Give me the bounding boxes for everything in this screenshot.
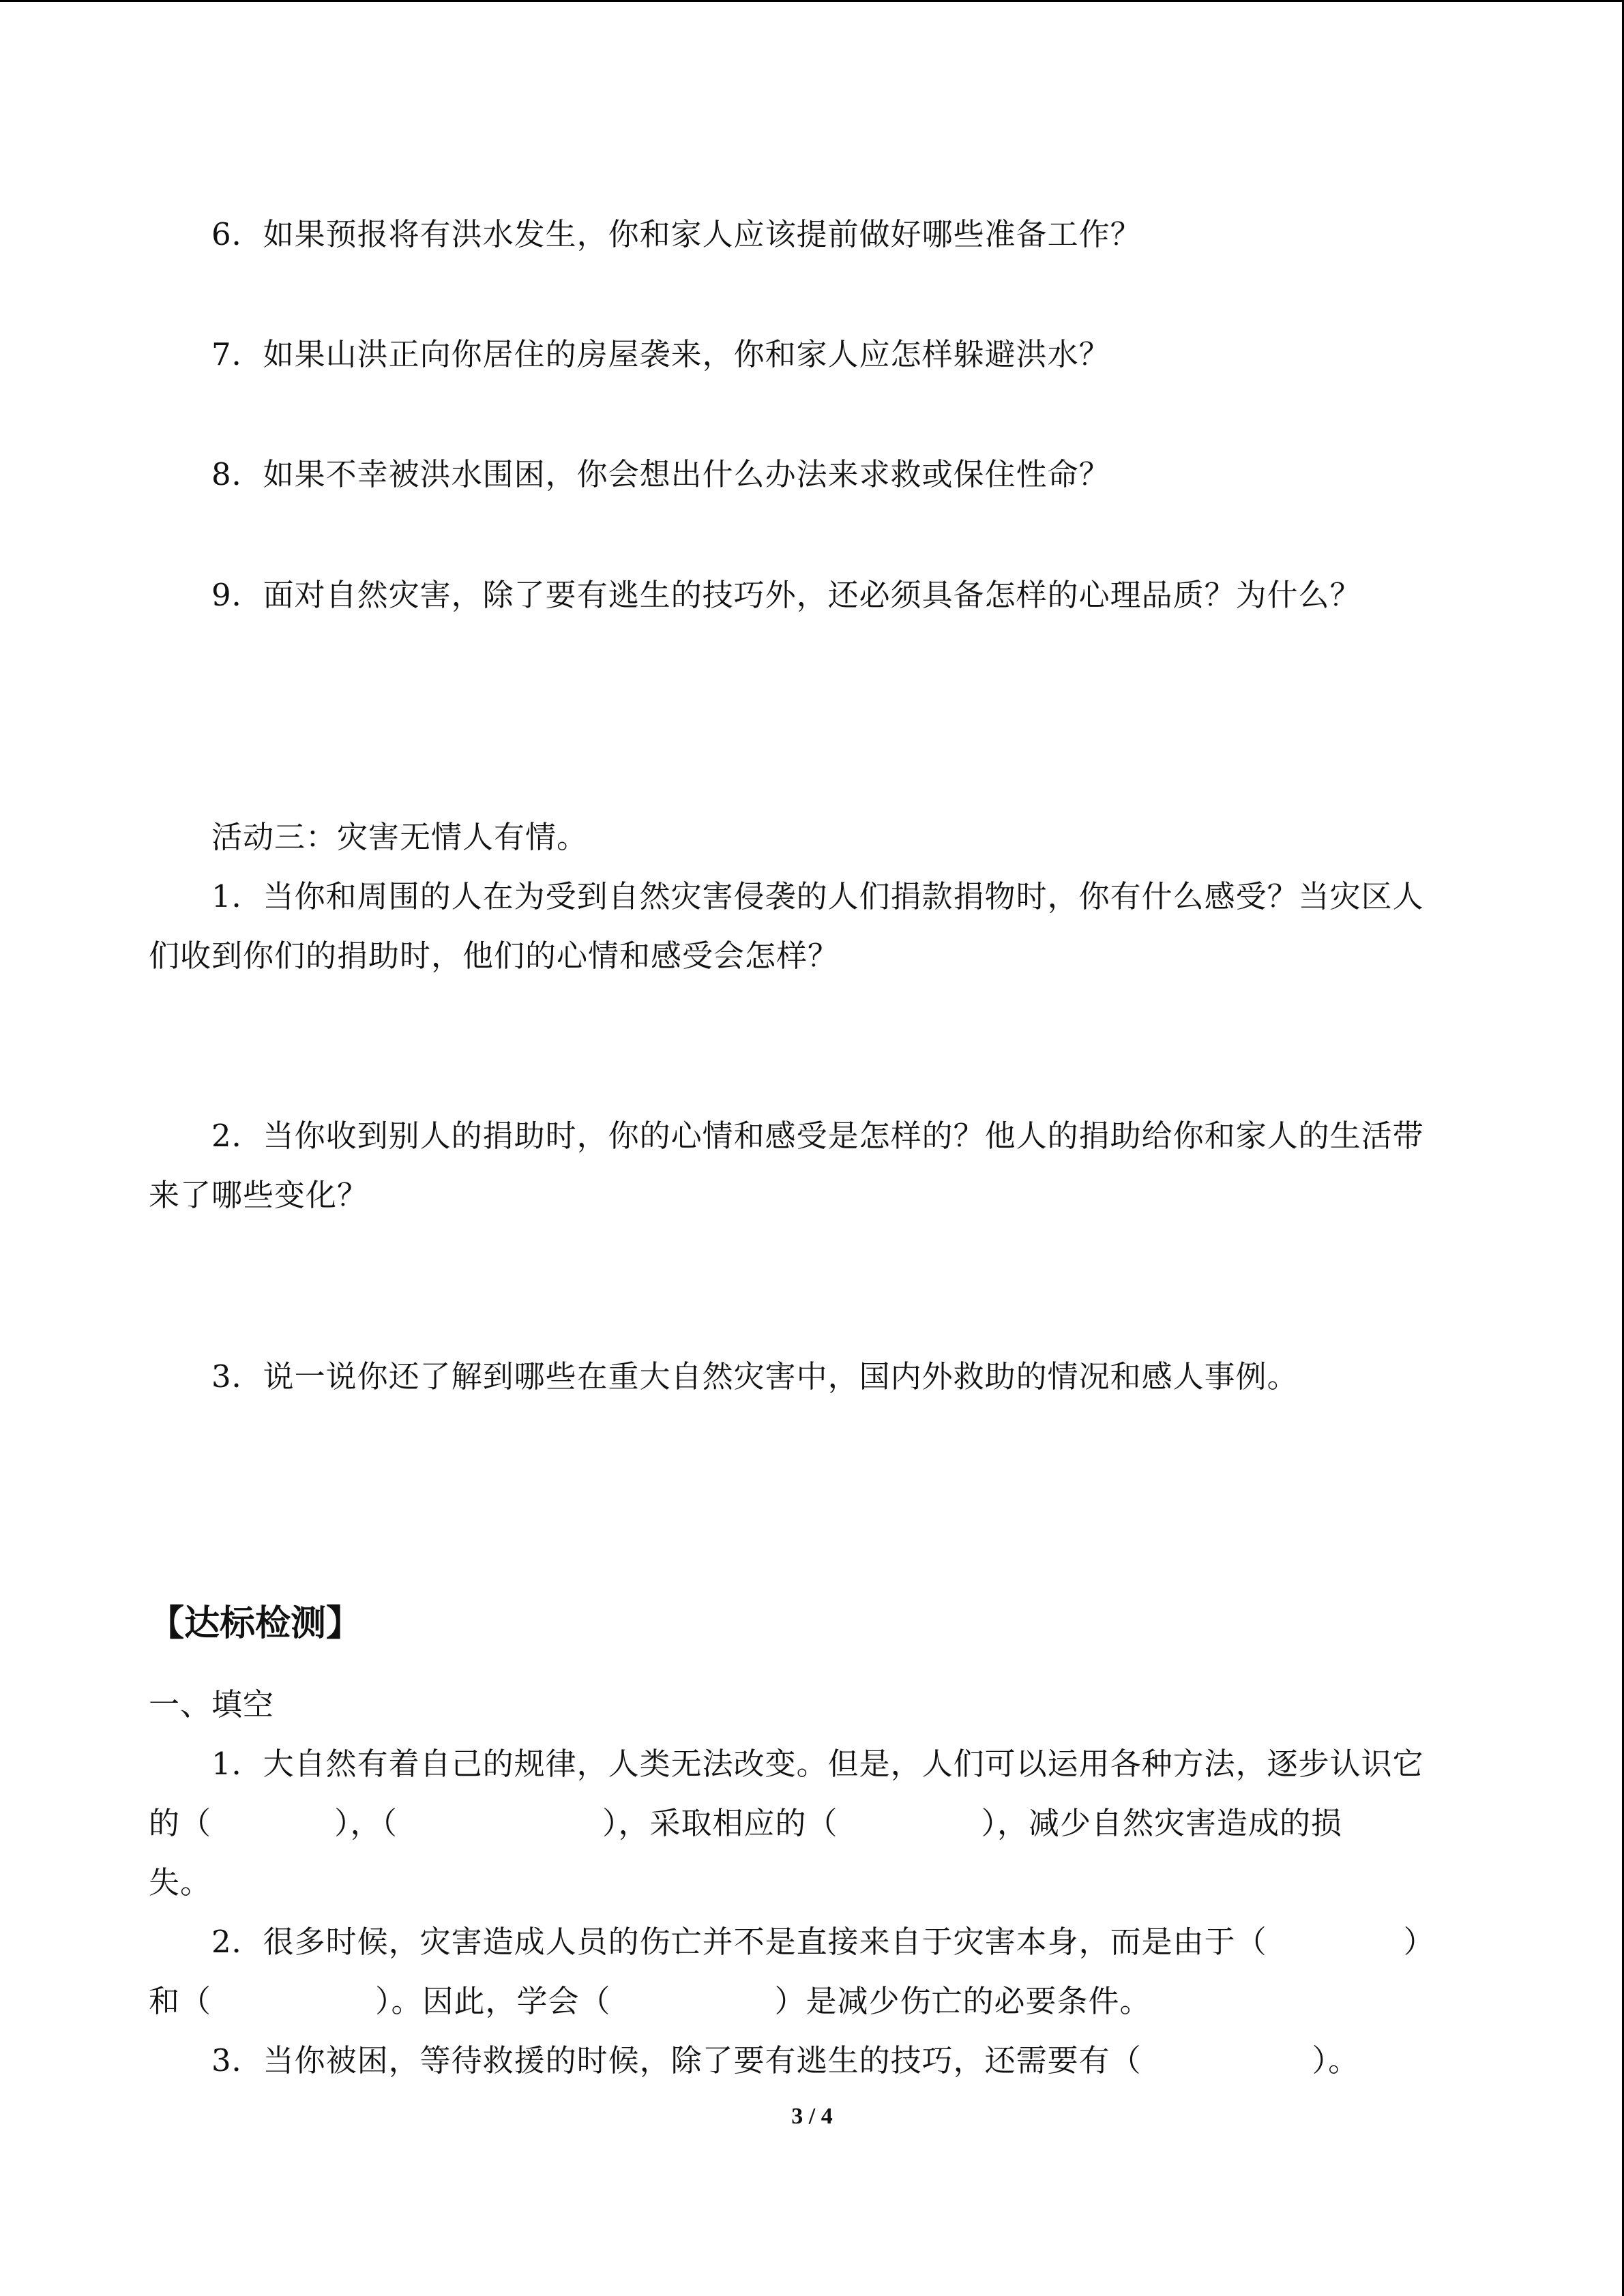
fill-2-text-c: 和（ — [149, 1983, 212, 2019]
fill-1-line2 — [149, 1804, 1342, 1843]
assessment-heading: 【达标检测】 — [149, 1603, 362, 1644]
activity-3-q1-line1: 1．当你和周围的人在为受到自然灾害侵袭的人们捐款捐物时，你有什么感受？当灾区人 — [211, 878, 1424, 914]
activity-3-q2-line2: 来了哪些变化？ — [149, 1177, 369, 1213]
section-fill-in: 一、填空 — [149, 1686, 275, 1723]
fill-1-text-a: 的（ — [149, 1805, 212, 1841]
fill-1-text-b: ），（ — [334, 1805, 398, 1841]
fill-1-text-d: ），减少自然灾害造成的损 — [981, 1805, 1343, 1841]
activity-3-title: 活动三：灾害无情人有情。 — [211, 819, 589, 855]
fill-1-line1: 1．大自然有着自己的规律，人类无法改变。但是，人们可以运用各种方法，逐步认识它 — [211, 1746, 1424, 1782]
fill-3-text-a: 3．当你被困，等待救援的时候，除了要有逃生的技巧，还需要有（ — [211, 2042, 1142, 2078]
fill-3-text-b: ）。 — [1312, 2042, 1360, 2078]
question-8: 8．如果不幸被洪水围困，你会想出什么办法来求救或保住性命？ — [211, 456, 1110, 492]
fill-3 — [211, 2042, 1359, 2080]
fill-2-text-e: ）是减少伤亡的必要条件。 — [774, 1983, 1151, 2019]
fill-2-line2 — [149, 1982, 1151, 2021]
fill-2-text-d: ）。因此，学会（ — [375, 1983, 611, 2019]
page-number: 3 / 4 — [791, 2104, 833, 2129]
fill-2-text-b: ） — [1403, 1924, 1435, 1960]
activity-3-q1-line2: 们收到你们的捐助时，他们的心情和感受会怎样？ — [149, 938, 840, 974]
fill-1-text-c: ），采取相应的（ — [602, 1805, 838, 1841]
activity-3-q3: 3．说一说你还了解到哪些在重大自然灾害中，国内外救助的情况和感人事例。 — [211, 1358, 1299, 1395]
fill-1-line3: 失。 — [149, 1864, 212, 1900]
question-9: 9．面对自然灾害，除了要有逃生的技巧外，还必须具备怎样的心理品质？为什么？ — [211, 577, 1361, 613]
question-7: 7．如果山洪正向你居住的房屋袭来，你和家人应怎样躲避洪水？ — [211, 336, 1110, 372]
question-6: 6．如果预报将有洪水发生，你和家人应该提前做好哪些准备工作？ — [211, 216, 1142, 252]
activity-3-q2-line1: 2．当你收到别人的捐助时，你的心情和感受是怎样的？他人的捐助给你和家人的生活带 — [211, 1118, 1424, 1154]
fill-2-line1 — [211, 1923, 1435, 1961]
fill-2-text-a: 2．很多时候，灾害造成人员的伤亡并不是直接来自于灾害本身，而是由于（ — [211, 1924, 1267, 1960]
